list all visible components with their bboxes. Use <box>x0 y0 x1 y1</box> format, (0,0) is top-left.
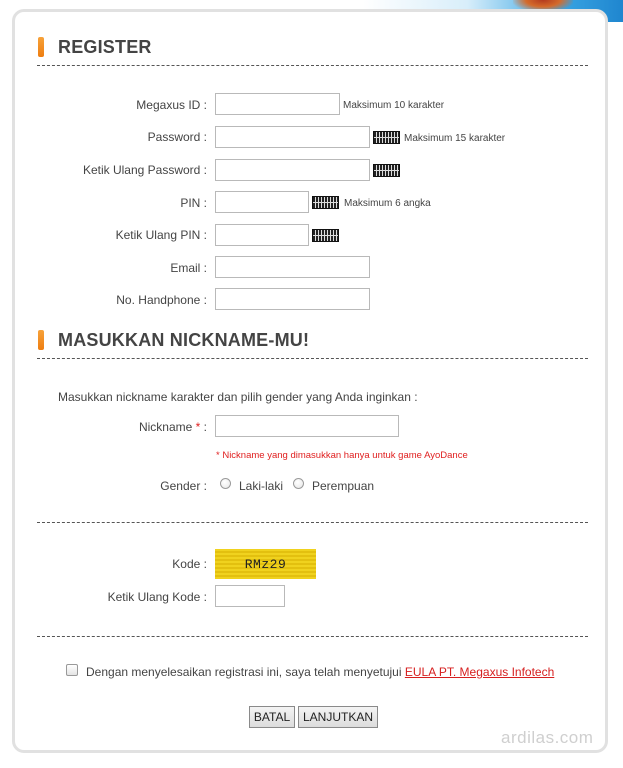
email-input[interactable] <box>215 256 370 278</box>
pin-input[interactable] <box>215 191 309 213</box>
virtual-keyboard-icon[interactable] <box>312 229 339 242</box>
gender-label: Gender : <box>160 479 207 493</box>
eula-link[interactable]: EULA PT. Megaxus Infotech <box>404 665 555 679</box>
agreement-statement: Dengan menyelesaikan registrasi ini, saya telah menyetujui <box>86 665 402 679</box>
agreement-text <box>86 665 554 679</box>
code-label: Kode : <box>172 557 207 571</box>
password-label: Password : <box>147 130 207 144</box>
gender-female-radio[interactable] <box>293 478 304 489</box>
watermark: ardilas.com <box>501 728 594 747</box>
password-input[interactable] <box>215 126 370 148</box>
handphone-input[interactable] <box>215 288 370 310</box>
email-label: Email : <box>170 261 207 275</box>
register-title: REGISTER <box>58 37 152 57</box>
nickname-intro: Masukkan nickname karakter dan pilih gender yang Anda inginkan : <box>58 390 418 404</box>
megaxus-id-note: Maksimum 10 karakter <box>343 100 445 111</box>
nickname-label-text: Nickname <box>138 420 193 434</box>
agreement-checkbox[interactable] <box>66 664 78 676</box>
captcha-input[interactable] <box>215 585 285 607</box>
captcha-image: RMz29 <box>215 549 316 579</box>
nickname-note: * Nickname yang dimasukkan hanya untuk game AyoDance <box>216 450 468 461</box>
pin-note: Maksimum 6 angka <box>344 198 431 209</box>
pin-label: PIN : <box>180 196 207 210</box>
virtual-keyboard-icon[interactable] <box>373 131 400 144</box>
required-mark: * <box>195 420 201 434</box>
divider <box>37 636 588 637</box>
retype-code-label: Ketik Ulang Kode : <box>107 590 207 604</box>
cancel-button[interactable]: BATAL <box>249 706 295 728</box>
retype-pin-label: Ketik Ulang PIN : <box>115 228 207 242</box>
retype-password-input[interactable] <box>215 159 370 181</box>
gender-female-label[interactable]: Perempuan <box>312 479 375 493</box>
retype-pin-input[interactable] <box>215 224 309 246</box>
section-accent-bar <box>38 37 44 57</box>
divider <box>37 522 588 523</box>
gender-male-label[interactable]: Laki-laki <box>239 479 284 493</box>
handphone-label: No. Handphone : <box>116 293 207 307</box>
continue-button[interactable]: LANJUTKAN <box>298 706 378 728</box>
password-note: Maksimum 15 karakter <box>404 133 506 144</box>
megaxus-id-input[interactable] <box>215 93 340 115</box>
nickname-input[interactable] <box>215 415 399 437</box>
nickname-label <box>139 420 207 434</box>
registration-panel <box>12 9 608 753</box>
megaxus-id-label: Megaxus ID : <box>136 98 207 112</box>
nickname-section-title: MASUKKAN NICKNAME-MU! <box>58 330 310 350</box>
virtual-keyboard-icon[interactable] <box>373 164 400 177</box>
divider <box>37 65 588 66</box>
retype-password-label: Ketik Ulang Password : <box>82 163 207 177</box>
nickname-label-colon: : <box>203 420 207 434</box>
divider <box>37 358 588 359</box>
section-accent-bar <box>38 330 44 350</box>
gender-male-radio[interactable] <box>220 478 231 489</box>
virtual-keyboard-icon[interactable] <box>312 196 339 209</box>
